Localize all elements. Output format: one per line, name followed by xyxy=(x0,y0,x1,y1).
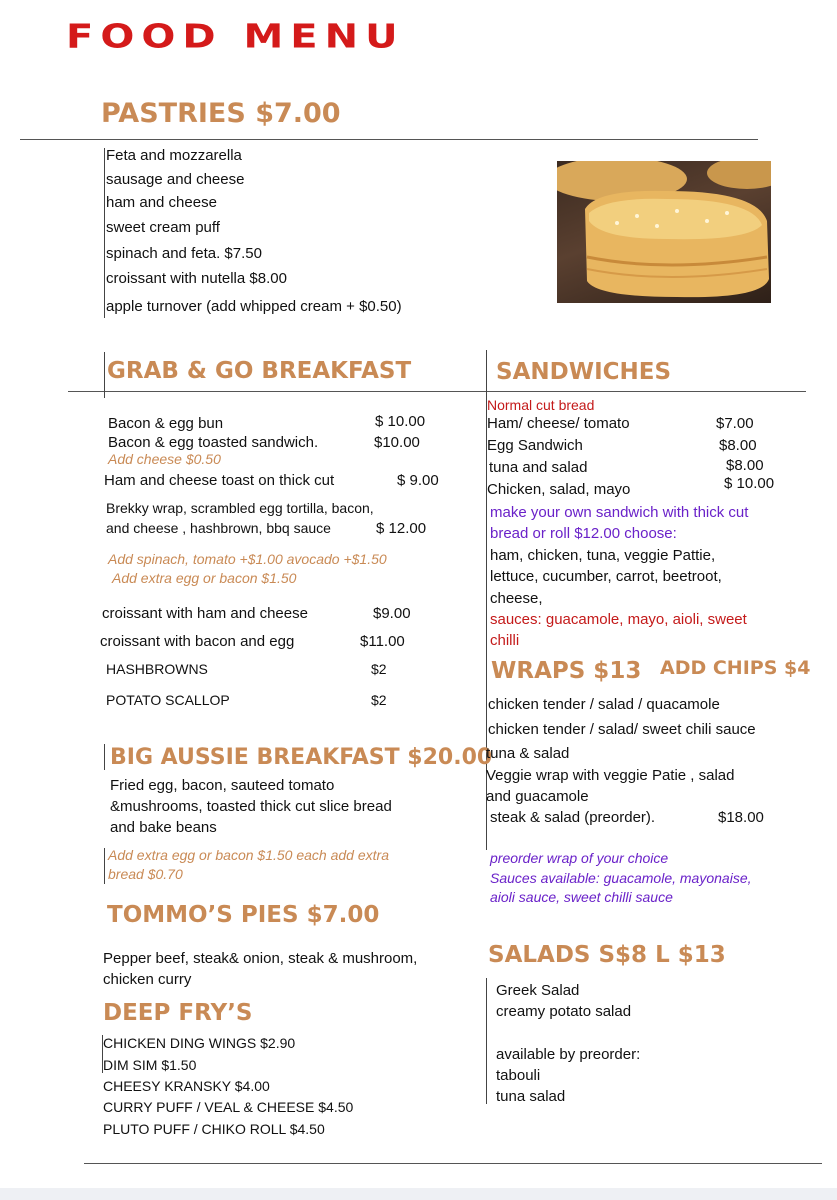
filling-options: cheese, xyxy=(490,590,543,607)
big-aussie-heading: BIG AUSSIE BREAKFAST $20.00 xyxy=(110,745,493,770)
sandwich-item: tuna and salad xyxy=(489,459,588,476)
wrap-item: Veggie wrap with veggie Patie , salad xyxy=(486,767,735,784)
salads-heading: SALADS S$8 L $13 xyxy=(488,942,726,968)
wrap-item: and guacamole xyxy=(486,788,589,805)
make-own-note: make your own sandwich with thick cut xyxy=(490,504,749,521)
wrap-price: $18.00 xyxy=(718,809,764,826)
sandwich-subheading: Normal cut bread xyxy=(487,397,595,413)
breakfast-price: $10.00 xyxy=(374,434,420,451)
sauce-options: sauces: guacamole, mayo, aioli, sweet xyxy=(490,611,747,628)
pies-desc: chicken curry xyxy=(103,971,192,988)
sandwich-item: Egg Sandwich xyxy=(487,437,583,454)
pies-heading: TOMMO’S PIES $7.00 xyxy=(107,902,380,928)
breakfast-price: $ 9.00 xyxy=(397,472,439,489)
brekky-wrap: and cheese , hashbrown, bbq sauce xyxy=(106,520,331,536)
brekky-wrap: Brekky wrap, scrambled egg tortilla, bacon, xyxy=(106,500,374,516)
deep-fry-item: CURRY PUFF / VEAL & CHEESE $4.50 xyxy=(103,1099,354,1115)
breakfast-heading: GRAB & GO BREAKFAST xyxy=(107,358,412,384)
pastry-item: croissant with nutella $8.00 xyxy=(106,270,287,287)
deep-fry-heading: DEEP FRY’S xyxy=(103,1000,253,1026)
preorder-label: available by preorder: xyxy=(496,1046,641,1063)
column-rule xyxy=(486,978,487,1104)
preorder-note: Sauces available: guacamole, mayonaise, xyxy=(490,870,752,886)
salad-item: Greek Salad xyxy=(496,982,580,999)
sandwich-price: $ 10.00 xyxy=(724,475,775,492)
pastry-item: sausage and cheese xyxy=(106,171,245,188)
wrap-item: chicken tender / salad/ sweet chili sauce xyxy=(488,721,756,738)
filling-options: lettuce, cucumber, carrot, beetroot, xyxy=(490,568,722,585)
column-rule xyxy=(104,148,105,318)
divider xyxy=(68,391,806,392)
breakfast-item: HASHBROWNS xyxy=(106,661,208,677)
deep-fry-item: CHICKEN DING WINGS $2.90 xyxy=(103,1035,296,1051)
preorder-note: aioli sauce, sweet chilli sauce xyxy=(490,889,673,905)
preorder-note: preorder wrap of your choice xyxy=(490,850,669,866)
breakfast-item: croissant with ham and cheese xyxy=(102,605,308,622)
breakfast-price: $ 10.00 xyxy=(375,413,426,430)
breakfast-price: $9.00 xyxy=(373,605,411,622)
breakfast-item: croissant with bacon and egg xyxy=(100,633,295,650)
sauce-options: chilli xyxy=(490,632,520,649)
breakfast-item: Bacon & egg bun xyxy=(108,415,224,432)
breakfast-price: $2 xyxy=(371,692,387,708)
filling-options: ham, chicken, tuna, veggie Pattie, xyxy=(490,547,716,564)
divider xyxy=(84,1163,822,1164)
salad-item: creamy potato salad xyxy=(496,1003,632,1020)
breakfast-item: Ham and cheese toast on thick cut xyxy=(104,472,335,489)
salad-item: tuna salad xyxy=(496,1088,566,1105)
column-rule xyxy=(104,848,105,884)
page-bottom-strip xyxy=(0,1188,837,1200)
pastry-item: sweet cream puff xyxy=(106,219,220,236)
make-own-note: bread or roll $12.00 choose: xyxy=(490,525,677,542)
deep-fry-item: PLUTO PUFF / CHIKO ROLL $4.50 xyxy=(103,1121,325,1137)
sandwich-price: $8.00 xyxy=(726,457,764,474)
add-chips-heading: ADD CHIPS $4 xyxy=(660,657,811,679)
pies-desc: Pepper beef, steak& onion, steak & mushroom, xyxy=(103,950,418,967)
deep-fry-item: CHEESY KRANSKY $4.00 xyxy=(103,1078,270,1094)
sandwich-price: $7.00 xyxy=(716,415,754,432)
wrap-item: chicken tender / salad / quacamole xyxy=(488,696,720,713)
pastries-heading: PASTRIES $7.00 xyxy=(101,98,341,129)
breakfast-item: POTATO SCALLOP xyxy=(106,692,230,708)
menu-title: FOOD MENU xyxy=(66,18,405,56)
column-rule xyxy=(104,744,105,770)
breakfast-price: $2 xyxy=(371,661,387,677)
wrap-item: steak & salad (preorder). xyxy=(490,809,656,826)
column-rule xyxy=(104,352,105,398)
pastry-item: spinach and feta. $7.50 xyxy=(106,245,262,262)
divider xyxy=(20,139,758,140)
big-aussie-desc: and bake beans xyxy=(110,819,217,836)
wrap-item: tuna & salad xyxy=(486,745,570,762)
breakfast-price: $11.00 xyxy=(360,633,405,650)
pastry-photo xyxy=(557,161,771,303)
addon-note: Add extra egg or bacon $1.50 each add extra xyxy=(108,847,389,863)
sandwich-item: Ham/ cheese/ tomato xyxy=(487,415,630,432)
breakfast-item: Bacon & egg toasted sandwich. xyxy=(108,434,319,451)
sandwiches-heading: SANDWICHES xyxy=(496,359,672,385)
breakfast-price: $ 12.00 xyxy=(376,520,427,537)
addon-note: Add spinach, tomato +$1.00 avocado +$1.50 xyxy=(108,551,387,567)
deep-fry-item: DIM SIM $1.50 xyxy=(103,1057,197,1073)
salad-item: tabouli xyxy=(496,1067,541,1084)
addon-note: Add extra egg or bacon $1.50 xyxy=(112,570,297,586)
sandwich-item: Chicken, salad, mayo xyxy=(487,481,631,498)
addon-note: Add cheese $0.50 xyxy=(108,451,221,467)
pastry-item: Feta and mozzarella xyxy=(106,147,242,164)
sandwich-price: $8.00 xyxy=(719,437,757,454)
addon-note: bread $0.70 xyxy=(108,866,183,882)
pastry-item: ham and cheese xyxy=(106,194,217,211)
big-aussie-desc: Fried egg, bacon, sauteed tomato xyxy=(110,777,335,794)
pastry-illustration xyxy=(557,161,771,303)
pastry-item: apple turnover (add whipped cream + $0.50) xyxy=(106,298,402,315)
big-aussie-desc: &mushrooms, toasted thick cut slice bread xyxy=(110,798,392,815)
wraps-heading: WRAPS $13 xyxy=(491,658,642,684)
